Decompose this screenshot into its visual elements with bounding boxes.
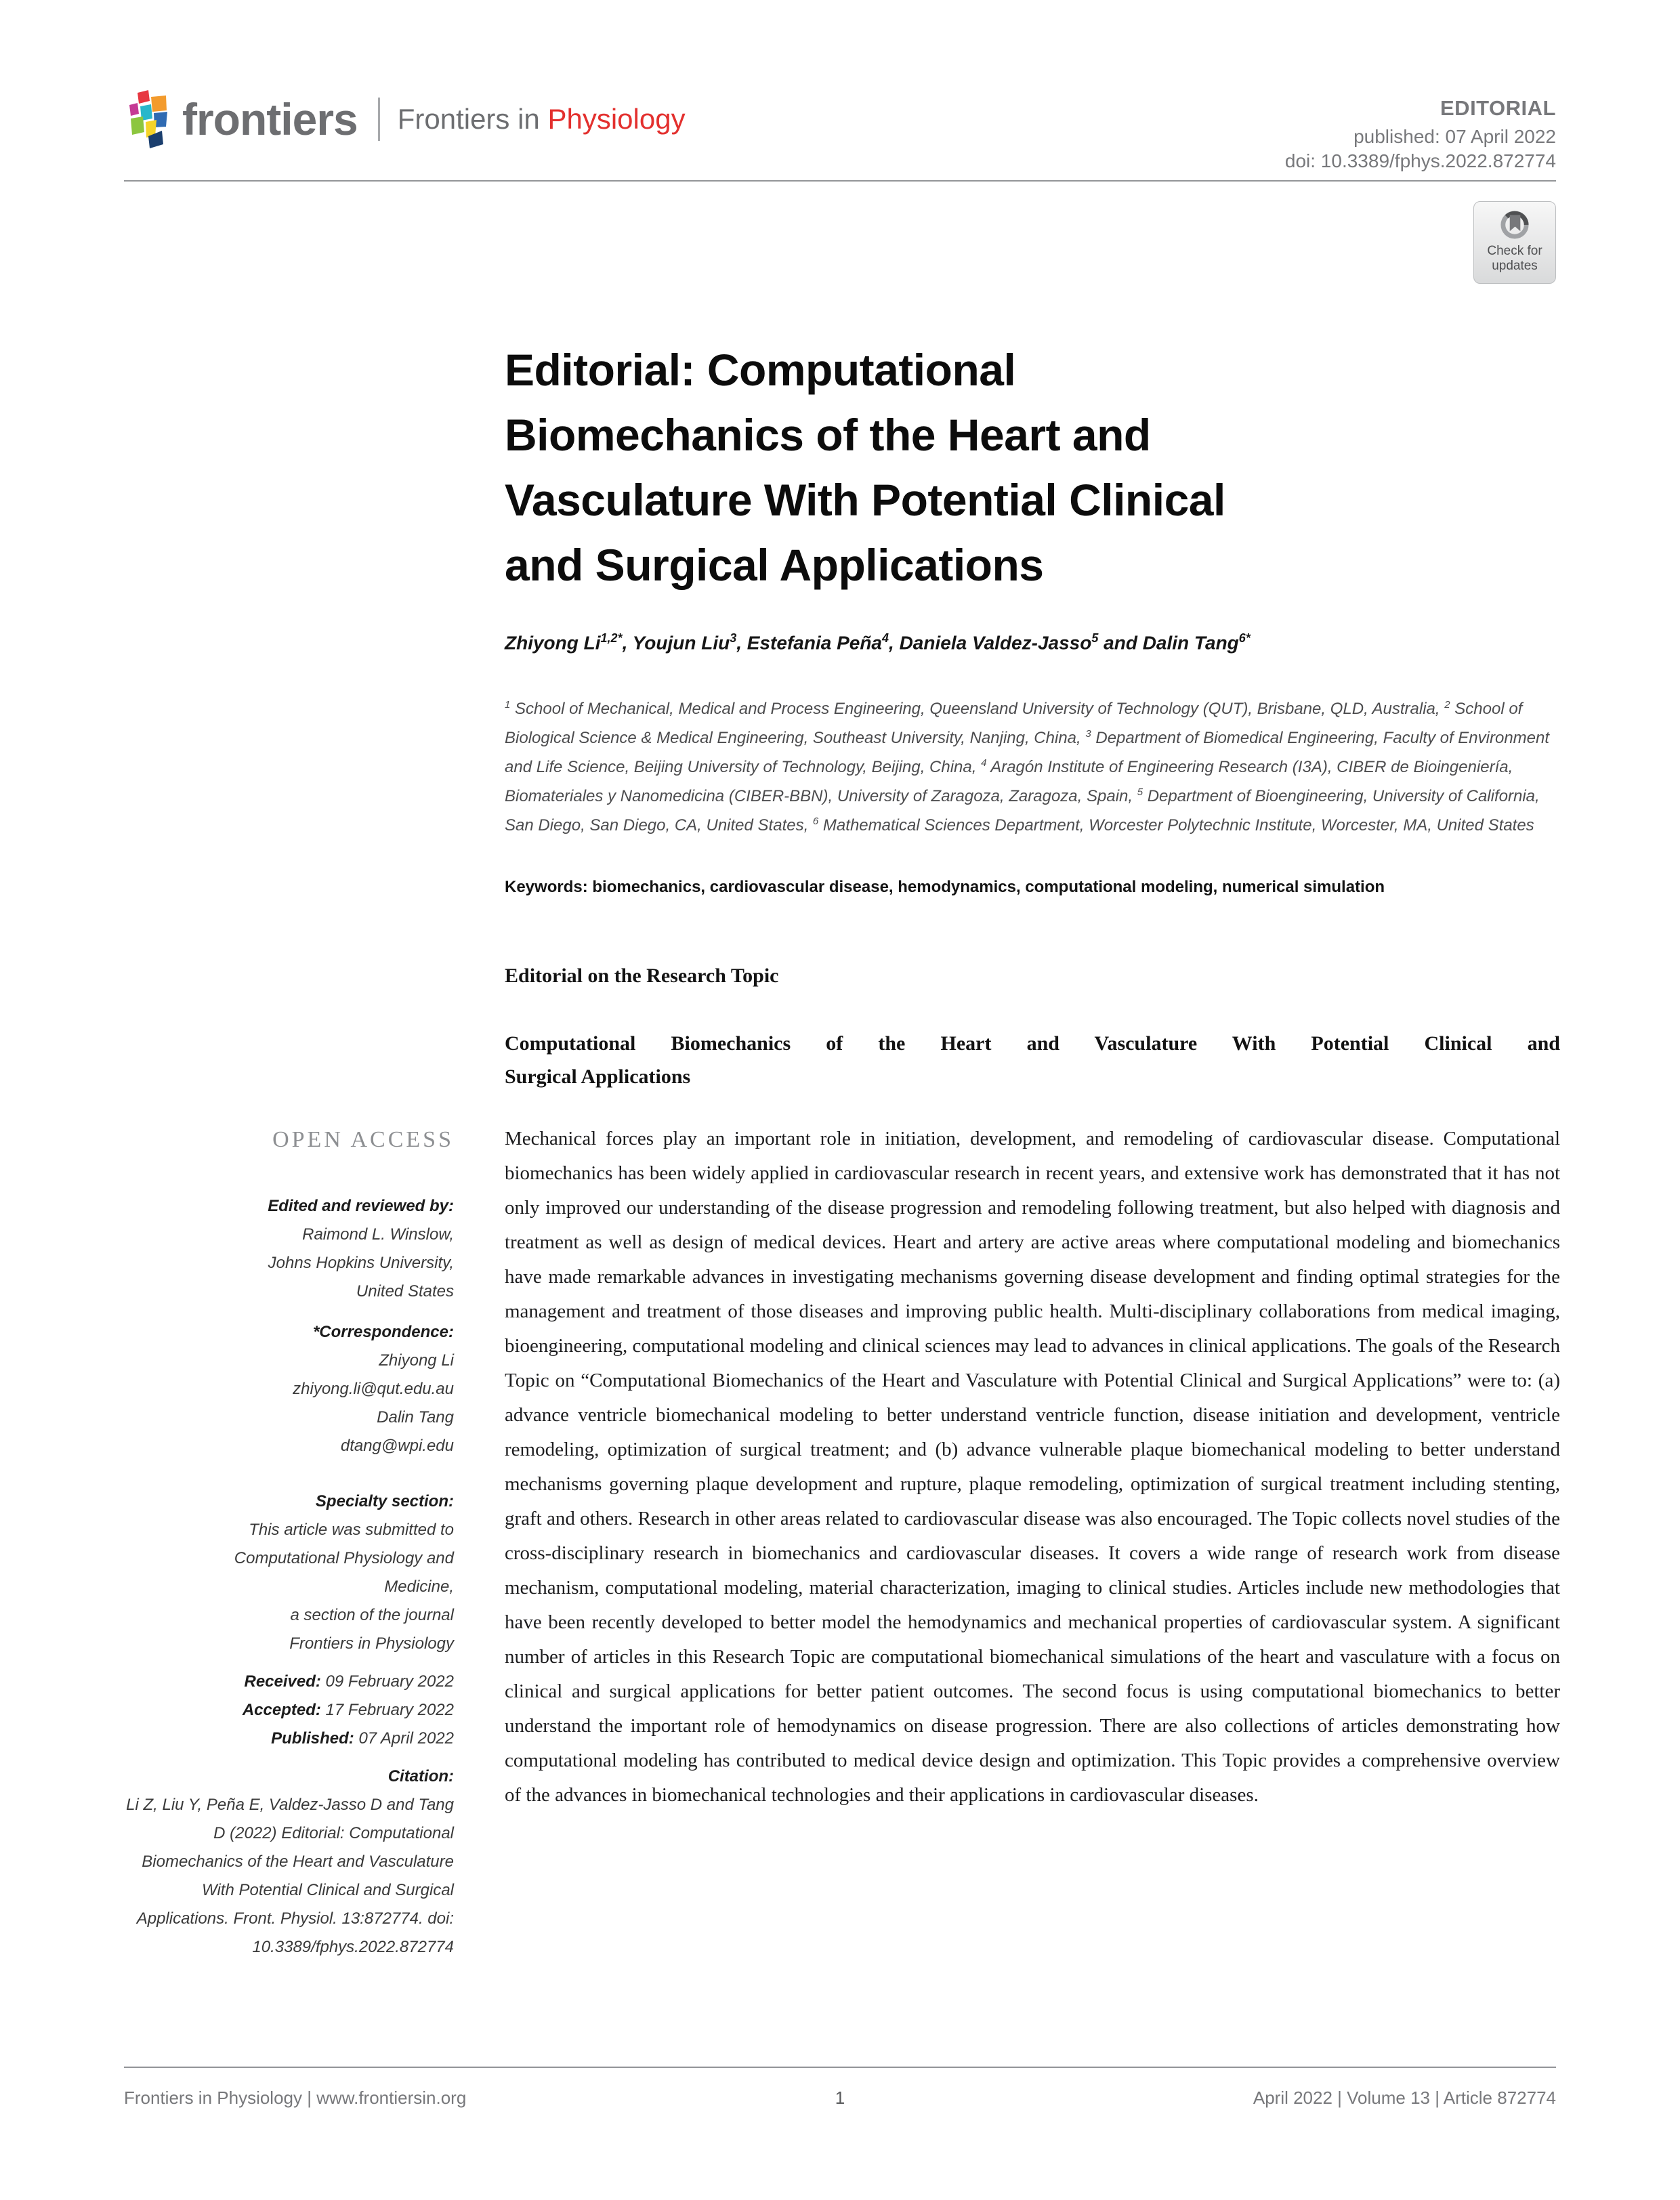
- published-date: published: 07 April 2022: [1353, 126, 1556, 147]
- edited-by-block: [124, 1192, 454, 1306]
- correspondence-block: [124, 1318, 454, 1460]
- open-access-label: OPEN ACCESS: [272, 1127, 454, 1152]
- footer-rule: [124, 2067, 1556, 2068]
- article-title: Editorial: Computational Biomechanics of the Heart and Vasculature With Potential Clinical and Surgical Applications: [505, 345, 1225, 590]
- edited-by-value: Raimond L. Winslow, Johns Hopkins University, United States: [268, 1225, 454, 1300]
- citation-block: [124, 1762, 454, 1962]
- edited-by-label: Edited and reviewed by:: [268, 1197, 454, 1215]
- keywords-line: Keywords: biomechanics, cardiovascular disease, hemodynamics, computational modeling, numerical simulation: [505, 878, 1385, 896]
- journal-name-red: Physiology: [547, 103, 686, 135]
- authors-line: Zhiyong $Li^{1,2*}$, Youjun Liu$^3$, Estefania Peña$^4$, Daniela Valdez-Jasso$^5$ and Dalin Tang$^{6*}$: [505, 631, 1251, 654]
- affiliations: $^1$ School of Mechanical, Medical and Process Engineering, Queensland University of Technology (QUT), Brisbane, QLD, Australia, $^2$ School of Biological Science & Medical Engineering, Southeast University, Nanjing, China, $^3$ Department of Biomedical Engineering, Faculty of Environment and Life Science, Beijing University of Technology, Beijing, China, $^4$ Aragón Institute of Engineering Research (I3A), CIBER de Bioingeniería, Biomateriales y Nanomedicina (CIBER-BBN), University of Zaragoza, Zaragoza, Spain, $^5$ Department of Bioengineering, University of California, San Diego, San Diego, CA, United States, $^6$ Mathematical Sciences Department, Worcester Polytechnic Institute, Worcester, MA, United States: [505, 699, 1550, 834]
- body-paragraph: Mechanical forces play an important role in initiation, development, and remodeling of cardiovascular disease. Computational biomechanics has been widely applied in cardiovascular research in recent years, and extensive work has demonstrated that it has not only improved our understanding of the disease progression and remodeling following treatment, but also helped with diagnosis and treatment as well as design of medical devices. Heart and artery are active areas where computational modeling and biomechanics have made remarkable advances in investigating mechanisms governing disease development and finding optimal strategies for the management and treatment of those diseases and improving public health. Multi-disciplinary collaborations from medical imaging, bioengineering, computational modeling and clinical sciences may lead to advances in clinical applications. The goals of the Research Topic on “Computational Biomechanics of the Heart and Vasculature with Potential Clinical and Surgical Applications” were to: (a) advance ventricle biomechanical modeling to better understand ventricle function, disease initiation and development, ventricle remodeling, optimization of surgical treatment; and (b) advance vulnerable plaque biomechanical modeling to better understand mechanisms governing plaque development and rupture, plaque remodeling, optimization of surgical treatment including stenting, graft and others. Research in other areas related to cardiovascular disease was also encouraged. The Topic collects novel studies of the cross-disciplinary research in biomechanics and cardiovascular diseases. It covers a wide range of research work from disease mechanism, computational modeling, material characterization, imaging to clinical studies. Articles include new methodologies that have been recently developed to better model the hemodynamics and mechanical properties of cardiovascular system. A significant number of articles in this Research Topic are computational biomechanical simulations of the heart and vasculature with a focus on clinical and surgical applications for better patient outcomes. The second focus is using computational biomechanics to better understand the important role of hemodynamics on disease progression. There are also collections of articles demonstrating how computational modeling has contributed to medical device design and optimization. This Topic provides a comprehensive overview of the advances in biomechanical technologies and their applications in cardiovascular diseases.: [505, 1128, 1560, 1806]
- check-for-updates-badge[interactable]: [1473, 201, 1556, 284]
- specialty-section-value: This article was submitted to Computational Physiology and Medicine, a section of the journal Frontiers in Physiology: [234, 1521, 454, 1653]
- research-topic-title[interactable]: [505, 1027, 1560, 1093]
- dates-block: Received: 09 February 2022 Accepted: 17 February 2022 Published: 07 April 2022: [242, 1672, 454, 1748]
- footer-page-number: 1: [835, 2088, 845, 2108]
- brand-wordmark: frontiers: [182, 94, 358, 144]
- footer-issue-info: April 2022 | Volume 13 | Article 872774: [1253, 2088, 1556, 2108]
- specialty-section-block: [124, 1487, 454, 1658]
- correspondence-emails[interactable]: Zhiyong Li zhiyong.li@qut.edu.au Dalin Tang dtang@wpi.edu: [293, 1351, 454, 1455]
- citation-label: Citation:: [387, 1767, 454, 1785]
- article-type-label: EDITORIAL: [1440, 96, 1556, 120]
- crossmark-icon: [1497, 209, 1532, 244]
- research-topic-title-line1: Computational Biomechanics of the Heart and Vasculature With Potential Clinical and: [505, 1032, 1560, 1055]
- specialty-section-label: Specialty section:: [315, 1492, 454, 1510]
- brand-divider: [378, 98, 380, 141]
- journal-name: [398, 90, 686, 148]
- header-meta: [1285, 96, 1556, 173]
- journal-prefix: Frontiers in: [397, 103, 548, 135]
- correspondence-label: *Correspondence:: [312, 1323, 454, 1341]
- frontiers-logo-icon: [124, 90, 173, 148]
- editorial-on-heading: Editorial on the Research Topic: [505, 965, 779, 987]
- research-topic-title-line2: Surgical Applications: [505, 1065, 691, 1088]
- header-brand: [124, 90, 686, 148]
- check-for-updates-label: Check for updates: [1487, 244, 1542, 273]
- header-rule: [124, 180, 1556, 182]
- doi-line: doi: 10.3389/fphys.2022.872774: [1284, 150, 1556, 171]
- footer-journal-url: Frontiers in Physiology | www.frontiersin.org: [124, 2088, 467, 2108]
- citation-text: Li Z, Liu Y, Peña E, Valdez-Jasso D and Tang D (2022) Editorial: Computational Biomechanics of the Heart and Vasculature With Potential Clinical and Surgical Applications. Front. Physiol. 13:872774. doi: 10.3389/fphys.2022.872774: [126, 1796, 454, 1956]
